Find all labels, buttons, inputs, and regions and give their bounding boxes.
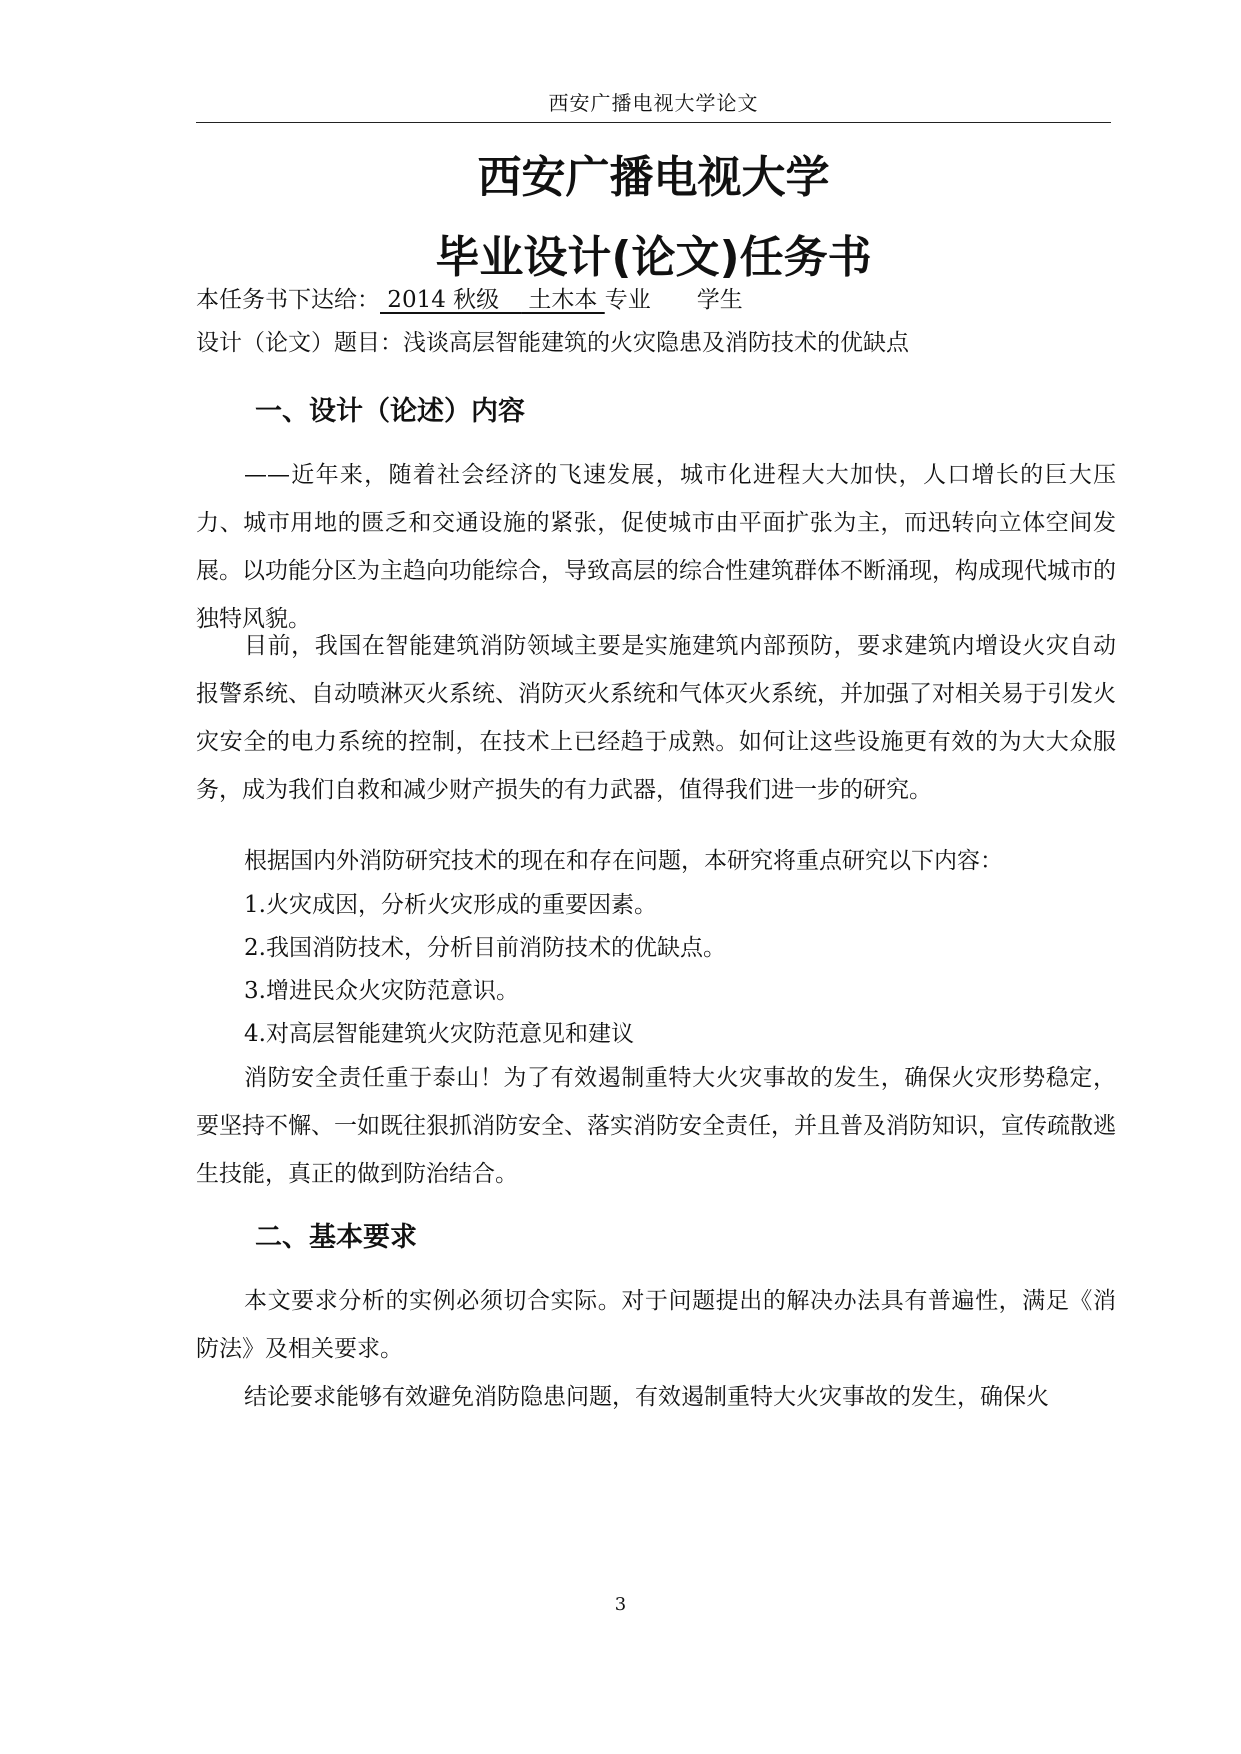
document-title-line2: 毕业设计(论文)任务书: [435, 232, 872, 283]
section1-paragraph-1: ——近年来，随着社会经济的飞速发展，城市化进程大大加快，人口增长的巨大压力、城市用地的匮乏和交通设施的紧张，促使城市由平面扩张为主，而迅转向立体空间发展。以功能分区为主趋向功能综合，导致高层的综合性建筑群体不断涌现，构成现代城市的独特风貌。: [196, 462, 1116, 632]
assignment-line: [196, 283, 1116, 317]
section1-paragraph-3: 消防安全责任重于泰山！为了有效遏制重特大火灾事故的发生，确保火灾形势稳定，要坚持不懈、一如既往狠抓消防安全、落实消防安全责任，并且普及消防知识，宣传疏散逃生技能，真正的做到防治结合。: [196, 1065, 1116, 1187]
section1-heading: 一、设计（论述）内容: [255, 396, 525, 427]
topic-label: 设计（论文）题目：: [196, 330, 403, 356]
section2-heading: 二、基本要求: [255, 1222, 417, 1253]
list-item: 3.增进民众火灾防范意识。: [244, 978, 519, 1004]
page-number: 3: [614, 1594, 627, 1615]
assignment-prefix: 本任务书下达给：: [196, 287, 380, 313]
document-title-line1: 西安广播电视大学: [477, 152, 830, 203]
running-header: 西安广播电视大学论文: [196, 84, 1111, 123]
assignment-grade: 2014 秋级: [380, 287, 522, 313]
assignment-major-suffix: 专业: [604, 287, 651, 313]
list-item: 4.对高层智能建筑火灾防范意见和建议: [244, 1021, 634, 1047]
section1-paragraph-2: 目前，我国在智能建筑消防领域主要是实施建筑内部预防，要求建筑内增设火灾自动报警系统、自动喷淋灭火系统、消防灭火系统和气体灭火系统，并加强了对相关易于引发火灾安全的电力系统的控制，在技术上已经趋于成熟。如何让这些设施更有效的为大大众服务，成为我们自救和减少财产损失的有力武器，值得我们进一步的研究。: [196, 633, 1116, 803]
list-item: 2.我国消防技术，分析目前消防技术的优缺点。: [244, 935, 726, 961]
assignment-student-label: 学生: [696, 287, 743, 313]
topic-line: [196, 326, 1116, 360]
list-item: 1.火灾成因，分析火灾形成的重要因素。: [244, 892, 657, 918]
section2-paragraph-1: 本文要求分析的实例必须切合实际。对于问题提出的解决办法具有普遍性，满足《消防法》及相关要求。: [196, 1288, 1116, 1362]
section2-paragraph-2: 结论要求能够有效避免消防隐患问题，有效遏制重特大火灾事故的发生，确保火: [244, 1384, 1049, 1410]
section1-intro: 根据国内外消防研究技术的现在和存在问题，本研究将重点研究以下内容：: [244, 848, 1003, 874]
topic-value: 浅谈高层智能建筑的火灾隐患及消防技术的优缺点: [403, 330, 909, 356]
assignment-major: 土木本: [521, 287, 605, 313]
